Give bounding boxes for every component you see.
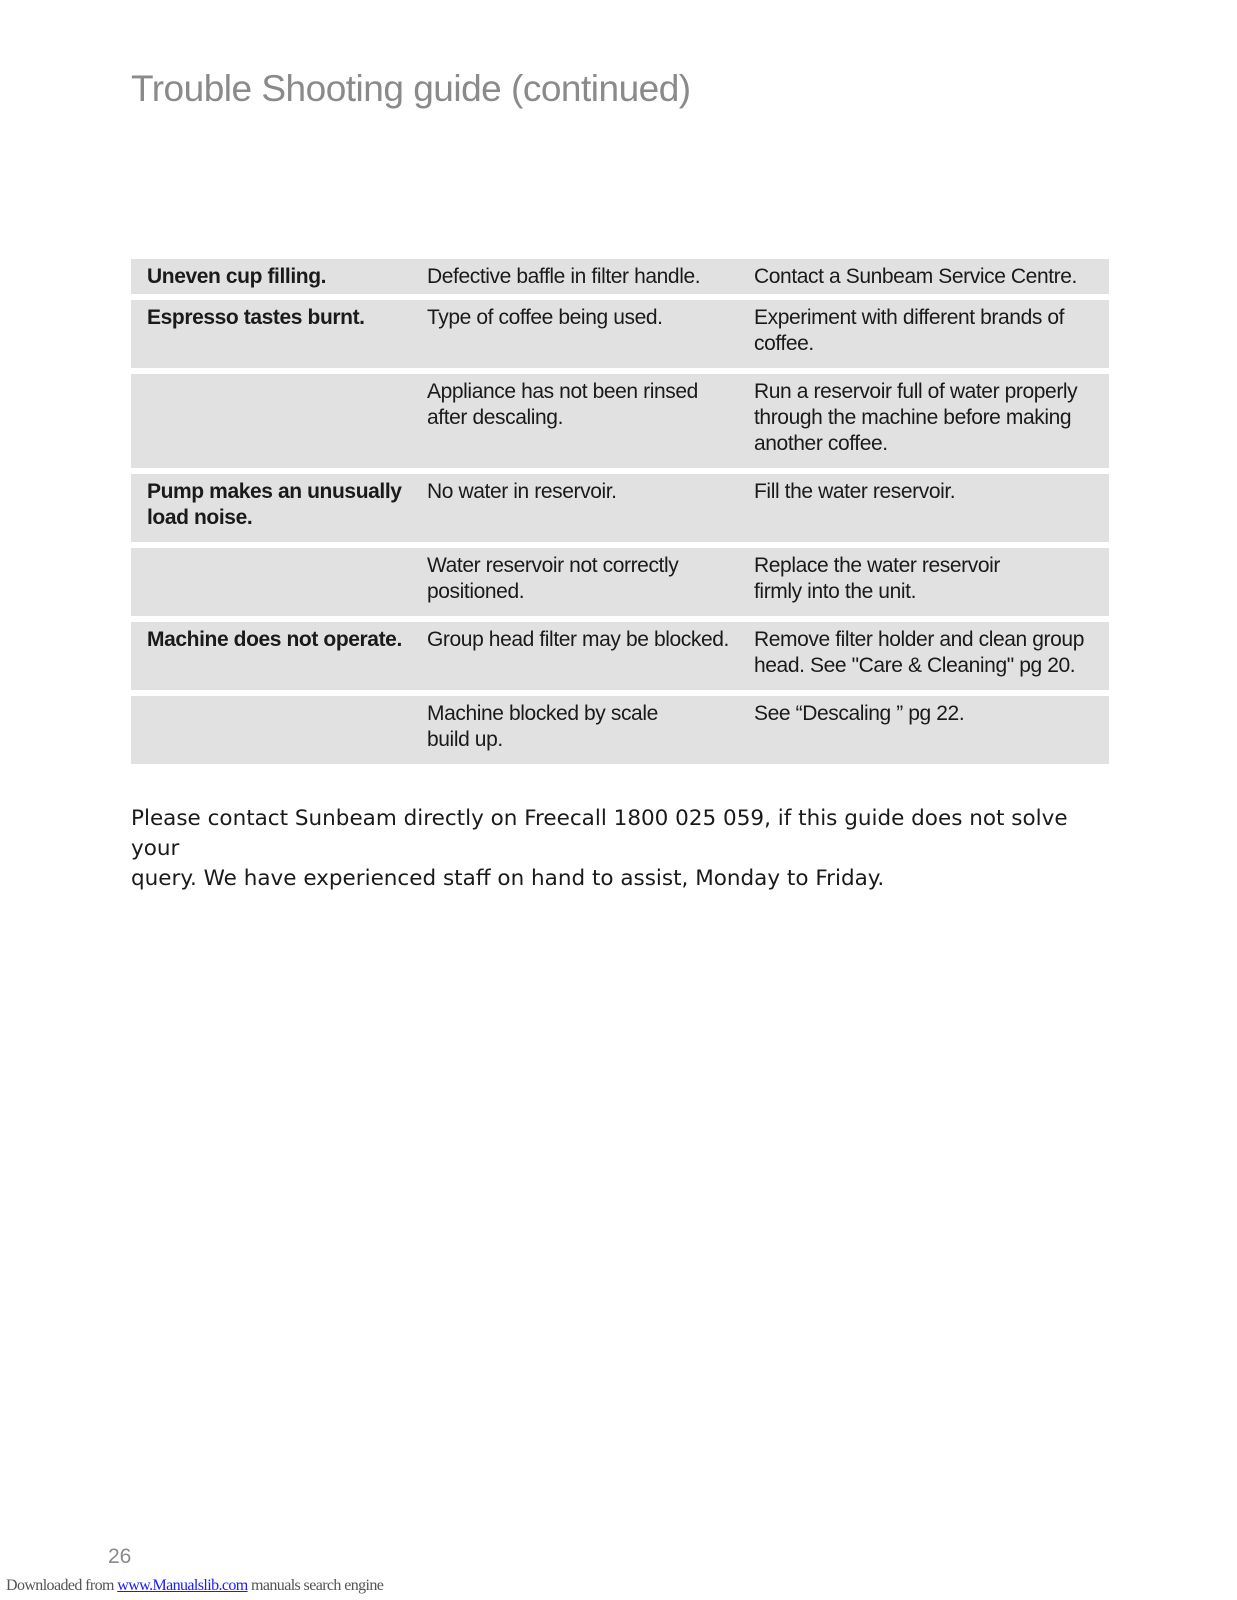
cause-cell: Group head filter may be blocked. (427, 628, 729, 651)
cause-cell: Machine blocked by scale build up. (427, 702, 658, 751)
problem-cell: Pump makes an unusually load noise. (147, 480, 402, 529)
solution-cell: Fill the water reservoir. (754, 480, 956, 503)
table-row (131, 300, 1109, 368)
troubleshooting-table (131, 259, 1109, 764)
table-row (131, 474, 1109, 542)
solution-cell: Replace the water reservoir firmly into the unit. (754, 554, 1000, 603)
footer-prefix: Downloaded from (6, 1577, 118, 1594)
cause-cell: Defective baffle in filter handle. (427, 265, 701, 288)
cause-cell: Water reservoir not correctly positioned. (427, 554, 679, 603)
solution-cell: Contact a Sunbeam Service Centre. (754, 265, 1077, 288)
solution-cell: Run a reservoir full of water properly through the machine before making another coffee. (754, 380, 1078, 455)
table-row (131, 622, 1109, 690)
cause-cell: Appliance has not been rinsed after descaling. (427, 380, 698, 429)
table-row (131, 696, 1109, 764)
problem-cell (131, 548, 418, 616)
page-title: Trouble Shooting guide (continued) (131, 68, 691, 109)
problem-cell: Machine does not operate. (147, 628, 402, 651)
download-footer (6, 1577, 383, 1595)
problem-cell: Espresso tastes burnt. (147, 306, 365, 329)
contact-note: Please contact Sunbeam directly on Freecall 1800 025 059, if this guide does not solve your query. We have experienced staff on hand to assist, Monday to Friday. (131, 806, 1068, 891)
problem-cell (131, 374, 418, 468)
table-row (131, 374, 1109, 468)
problem-cell: Uneven cup filling. (147, 265, 327, 288)
solution-cell: Remove filter holder and clean group head. See "Care & Cleaning" pg 20. (754, 628, 1084, 677)
manualslib-link[interactable]: www.Manualslib.com (117, 1577, 248, 1594)
page-number: 26 (108, 1545, 132, 1568)
problem-cell (131, 696, 418, 764)
solution-cell: See “Descaling ” pg 22. (754, 702, 965, 725)
cause-cell: Type of coffee being used. (427, 306, 663, 329)
cause-cell: No water in reservoir. (427, 480, 617, 503)
table-row (131, 548, 1109, 616)
table-row (131, 259, 1109, 294)
footer-suffix: manuals search engine (247, 1577, 384, 1594)
solution-cell: Experiment with different brands of coffee. (754, 306, 1065, 355)
